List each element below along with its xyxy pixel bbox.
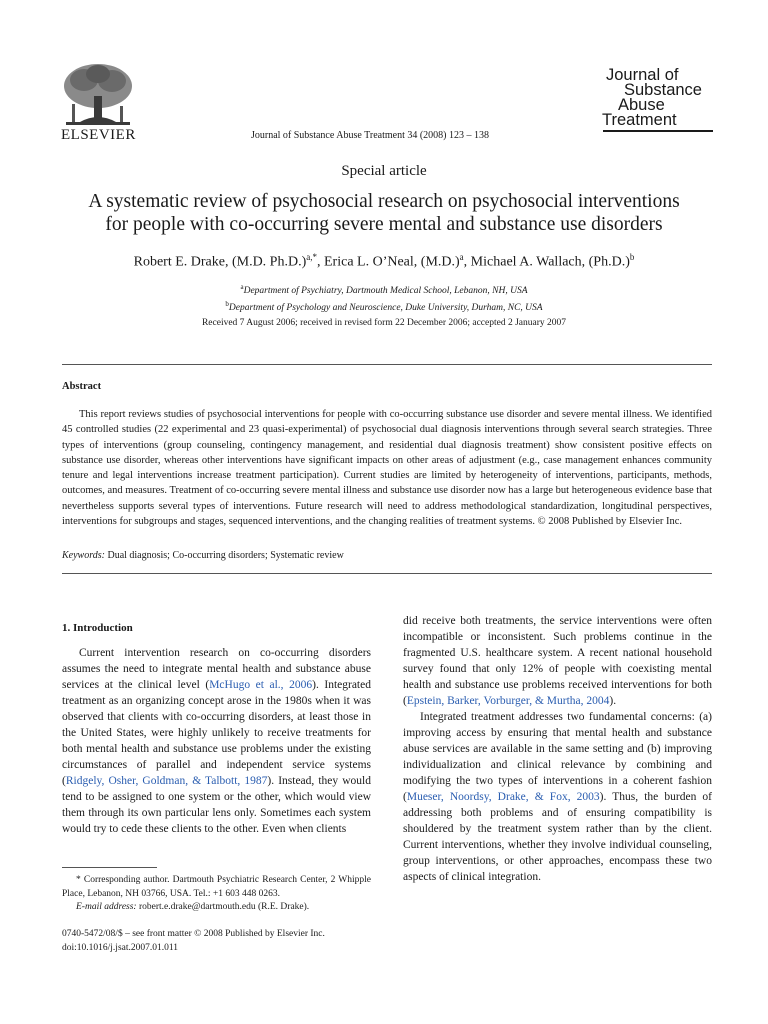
article-title-line: A systematic review of psychosocial research on psychosocial interventions xyxy=(88,191,680,212)
left-column xyxy=(62,645,371,837)
copyright-line: 0740-5472/08/$ – see front matter © 2008 Published by Elsevier Inc. xyxy=(62,929,325,939)
publisher-name: ELSEVIER xyxy=(61,127,136,143)
footnote xyxy=(62,874,371,915)
abstract-text: This report reviews studies of psychosocial interventions for people with co-occurring substance use disorder and severe mental illness. We identified 45 controlled studies (22 experimental and 23 quasi-experimental) of psychosocial dual diagnosis interventions through several search strategies. Three types of interventions (group counseling, contingency management, and residential dual diagnosis treatment) show consistent positive effects on substance use disorder, whereas other interventions have significant impacts on other areas of adjustment (e.g., case management enhances community tenure and legal interventions increase treatment participation). Current studies are limited by heterogeneity of interventions, participants, methods, outcomes, and measures. Treatment of co-occurring severe mental illness and substance use disorder now has a large but heterogeneous evidence base that nevertheless supports several types of interventions. Future research will need to address methodological standardization, longitudinal perspectives, interventions for subgroups and stages, sequenced interventions, and the changing realities of treatment systems. © 2008 Published by Elsevier Inc. xyxy=(62,409,712,528)
email-address[interactable]: robert.e.drake@dartmouth.edu (R.E. Drake). xyxy=(138,902,310,912)
citation-link[interactable]: Mueser, Noordsy, Drake, & Fox, 2003 xyxy=(406,791,600,803)
email-label: E-mail address: xyxy=(76,902,137,912)
text-run: ). Instead, they would tend to be assigned to one system or the other, which would view them through its own particular lens only. Sometimes each system would try to cede these clients to the other. Even when clients xyxy=(62,775,372,835)
affiliation-marker: a xyxy=(240,283,244,291)
footnote-divider xyxy=(62,867,157,868)
received-dates: Received 7 August 2006; received in revised form 22 December 2006; accepted 2 January 2007 xyxy=(201,318,567,328)
keywords-label: Keywords: xyxy=(62,550,105,561)
journal-title-line: Abuse xyxy=(618,96,665,114)
keywords-list: Dual diagnosis; Co-occurring disorders; Systematic review xyxy=(107,550,344,561)
article-title-line: for people with co-occurring severe mental and substance use disorders xyxy=(105,214,663,235)
citation-link[interactable]: Ridgely, Osher, Goldman, & Talbott, 1987 xyxy=(65,775,268,787)
divider xyxy=(62,364,712,365)
text-run: ). Integrated treatment as an organizing concept arose in the 1980s when it was observed that clients with co-occurring disorders, at least those in the United States, were highly unlikely to receive treatments for both mental health and substance use problems under the existing circumstances of parallel and independent service systems ( xyxy=(62,679,371,787)
affiliation xyxy=(0,298,768,315)
affiliation-marker: b xyxy=(225,300,229,309)
affiliation xyxy=(0,281,768,298)
citation-link[interactable]: Epstein, Barker, Vorburger, & Murtha, 2004 xyxy=(406,695,610,707)
journal-title-line: Journal of xyxy=(606,66,679,84)
text-run: ). Thus, the burden of addressing both problems and of ensuring compatibility is shouldered by the treatment system rather than by the client. Current interventions, whether they involve individual counseling, group interventions, or other approaches, encompass these two aspects of clinical integration. xyxy=(403,791,713,883)
journal-title-underline xyxy=(603,130,713,132)
author-affiliation-marker: a xyxy=(459,252,464,262)
copyright xyxy=(62,928,325,955)
text-run: ). xyxy=(609,695,617,707)
affiliation-text: Department of Psychology and Neuroscience, Duke University, Durham, NC, USA xyxy=(228,303,543,314)
affiliations xyxy=(0,281,768,315)
abstract-heading: Abstract xyxy=(62,381,102,392)
text-run: did receive both treatments, the service interventions were often incompatible or inconsistent. Such problems continue in the fragmented U.S. healthcare system. A recent national household survey found that only 12% of people with coexisting mental health and substance use problems received interventions for both ( xyxy=(403,615,712,707)
article-category: Special article xyxy=(341,163,427,179)
author-name: Erica L. O’Neal, (M.D.) xyxy=(324,254,460,270)
running-head: Journal of Substance Abuse Treatment 34 (2008) 123 – 138 xyxy=(250,130,490,141)
keywords xyxy=(62,550,344,561)
author-affiliation-marker: a,* xyxy=(306,252,317,262)
citation-link[interactable]: McHugo et al., 2006 xyxy=(209,679,313,691)
author-affiliation-marker: b xyxy=(629,252,635,262)
right-column xyxy=(403,613,712,885)
journal-title-line: Substance xyxy=(624,81,702,99)
author-name: Michael A. Wallach, (Ph.D.) xyxy=(470,254,630,270)
paragraph xyxy=(403,613,712,709)
section-heading: 1. Introduction xyxy=(62,622,133,634)
affiliation-text: Department of Psychiatry, Dartmouth Medical School, Lebanon, NH, USA xyxy=(243,286,528,297)
journal-title-line: Treatment xyxy=(602,111,677,129)
text-run: Integrated treatment addresses two fundamental concerns: (a) improving access by ensuring that mental health and substance abuse services are available in the same setting and (b) improving individualization and clinical relevance by combining and modifying the two types of interventions in a coherent fashion ( xyxy=(403,711,712,803)
paragraph xyxy=(62,645,371,837)
divider xyxy=(62,573,712,574)
elsevier-tree-logo xyxy=(60,62,136,128)
corresponding-author-note: * Corresponding author. Dartmouth Psychiatric Research Center, 2 Whipple Place, Lebanon, NH 03766, USA. Tel.: +1 603 448 0263. xyxy=(62,875,371,899)
text-run: Current intervention research on co-occurring disorders assumes the need to integrate mental health and substance abuse services at the clinical level ( xyxy=(62,647,371,691)
paragraph xyxy=(403,709,712,885)
author-list: Robert E. Drake, (M.D. Ph.D.)$^{a,*}$, Erica L. O’Neal, $(M.D.)^a$, Michael A. Wallach, $(Ph.D.)^b$ xyxy=(133,252,635,270)
doi[interactable]: doi:10.1016/j.jsat.2007.01.011 xyxy=(62,942,179,953)
article-title xyxy=(40,190,728,236)
author-name: Robert E. Drake, (M.D. Ph.D.) xyxy=(133,254,307,270)
journal-title xyxy=(602,68,722,128)
